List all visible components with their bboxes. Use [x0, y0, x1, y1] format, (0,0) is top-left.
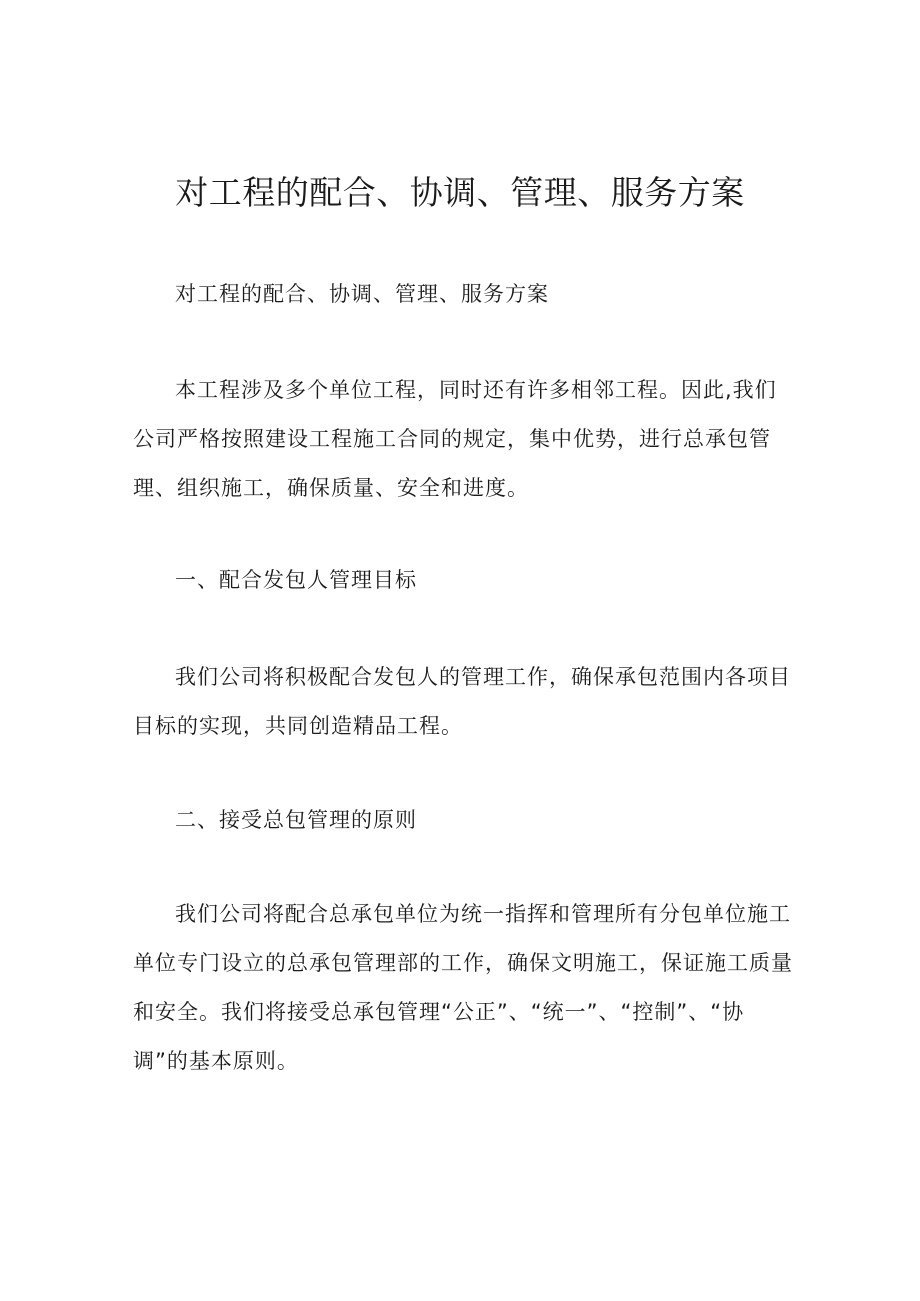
section-2-paragraph: 我们公司将配合总承包单位为统一指挥和管理所有分包单位施工单位专门设立的总承包管理部的工作，确保文明施工，保证施工质量和安全。我们将接受总承包管理“公正”、“统一”、“控制”、“协调”的基本原则。	[133, 902, 793, 1073]
section-1-heading: 一、配合发包人管理目标	[175, 568, 417, 592]
section-2-heading: 二、接受总包管理的原则	[175, 808, 417, 832]
intro-paragraph: 本工程涉及多个单位工程，同时还有许多相邻工程。因此,我们公司严格按照建设工程施工合同的规定，集中优势，进行总承包管理、组织施工，确保质量、安全和进度。	[133, 378, 777, 500]
section-1-paragraph: 我们公司将积极配合发包人的管理工作，确保承包范围内各项目目标的实现，共同创造精品工程。	[133, 665, 791, 738]
document-subtitle: 对工程的配合、协调、管理、服务方案	[175, 282, 549, 306]
page-title: 对工程的配合、协调、管理、服务方案	[175, 173, 745, 212]
